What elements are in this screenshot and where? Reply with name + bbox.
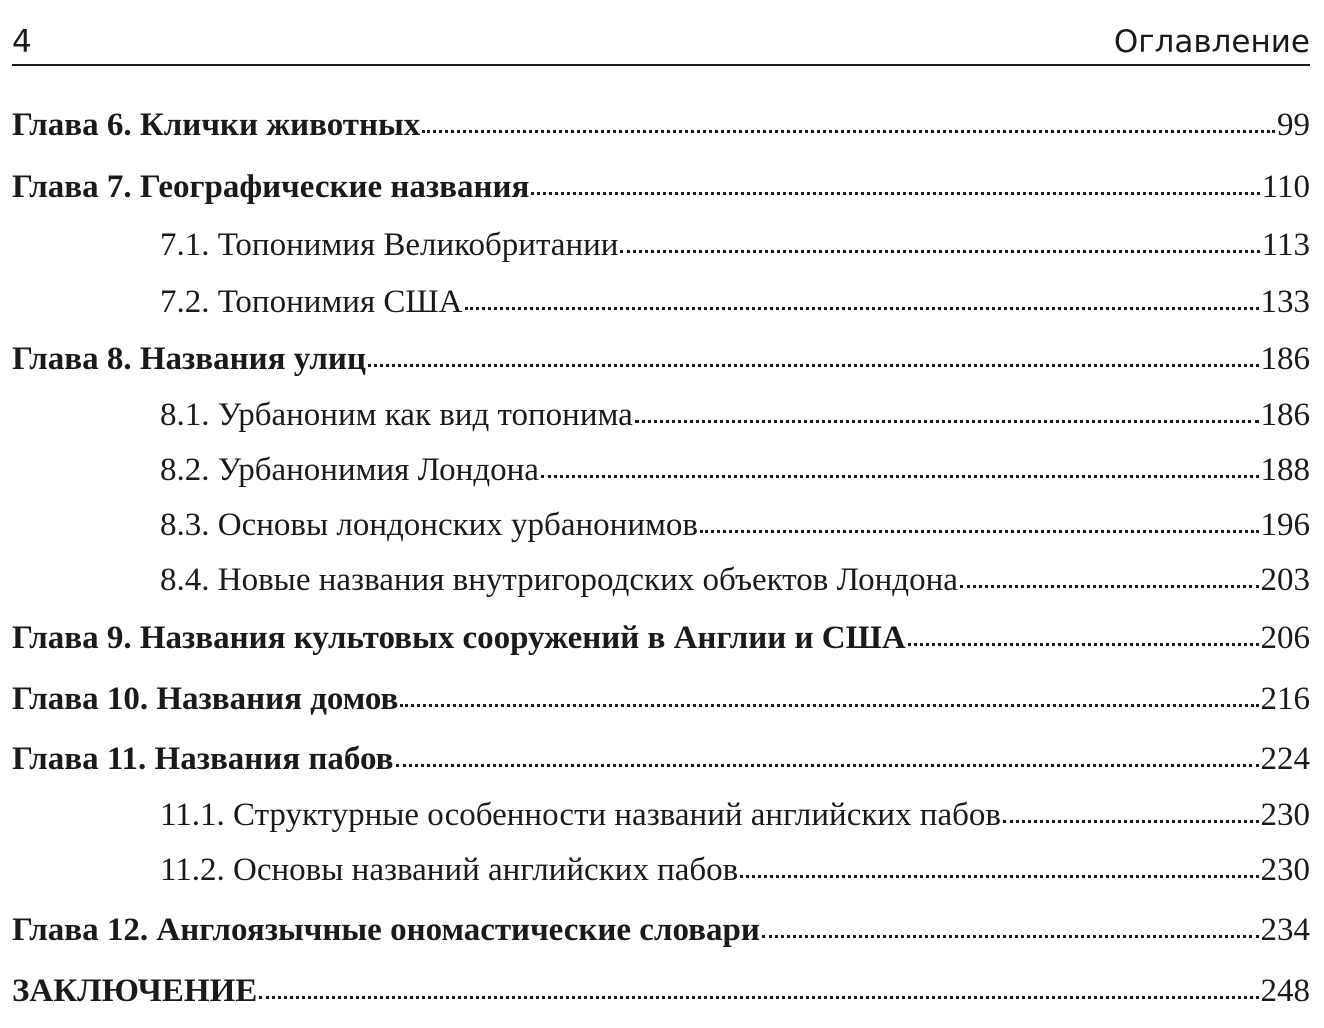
dot-leader xyxy=(368,364,1259,367)
toc-entry-chapter-6[interactable] xyxy=(12,107,1310,151)
toc-entry-chapter-11[interactable] xyxy=(12,741,1310,785)
toc-entry-page: 186 xyxy=(1260,397,1310,433)
dot-leader xyxy=(700,530,1259,533)
toc-entry-page: 203 xyxy=(1260,562,1310,598)
toc-entry-title: 11.2. Основы названий английских пабов xyxy=(160,852,739,888)
running-head xyxy=(12,8,1310,66)
dot-leader xyxy=(465,307,1259,310)
toc-entry-page: 113 xyxy=(1261,227,1310,263)
toc-entry-title: Глава 8. Названия улиц xyxy=(12,341,366,377)
toc-entry-page: 186 xyxy=(1260,341,1310,377)
toc-entry-chapter-12[interactable] xyxy=(12,912,1310,956)
toc-entry-title: 7.2. Топонимия США xyxy=(160,284,463,320)
dot-leader xyxy=(620,250,1259,253)
toc-entry-title: ЗАКЛЮЧЕНИЕ xyxy=(12,973,258,1009)
toc-entry-page: 196 xyxy=(1260,507,1310,543)
toc-entry-title: 8.2. Урбанонимия Лондона xyxy=(160,452,539,488)
dot-leader xyxy=(635,420,1259,423)
toc-entry-title: 11.1. Структурные особенности названий английских пабов xyxy=(160,797,1001,833)
toc-entry-section-11-2[interactable] xyxy=(12,852,1310,896)
dot-leader xyxy=(531,192,1259,195)
toc-entry-page: 188 xyxy=(1260,452,1310,488)
toc-entry-page: 230 xyxy=(1260,852,1310,888)
toc-entry-title: 7.1. Топонимия Великобритании xyxy=(160,227,619,263)
toc-entry-section-7-1[interactable] xyxy=(12,227,1310,271)
toc-entry-section-7-2[interactable] xyxy=(12,284,1310,328)
page-number: 4 xyxy=(12,24,32,60)
toc-entry-chapter-10[interactable] xyxy=(12,681,1310,725)
dot-leader xyxy=(762,935,1259,938)
toc-entry-page: 224 xyxy=(1260,741,1310,777)
dot-leader xyxy=(422,130,1275,133)
toc-entry-conclusion[interactable] xyxy=(12,973,1310,1017)
toc-entry-chapter-8[interactable] xyxy=(12,341,1310,385)
toc-entry-chapter-9[interactable] xyxy=(12,620,1310,664)
toc-entry-page: 248 xyxy=(1260,973,1310,1009)
toc-entry-title: Глава 11. Названия пабов xyxy=(12,741,394,777)
toc-entry-page: 234 xyxy=(1260,912,1310,948)
toc-entry-section-8-2[interactable] xyxy=(12,452,1310,496)
dot-leader xyxy=(908,643,1259,646)
toc-entry-section-11-1[interactable] xyxy=(12,797,1310,841)
dot-leader xyxy=(960,585,1259,588)
dot-leader xyxy=(740,875,1258,878)
dot-leader xyxy=(396,764,1259,767)
toc-entry-page: 110 xyxy=(1261,169,1310,205)
toc-entry-title: 8.1. Урбаноним как вид топонима xyxy=(160,397,633,433)
toc-entry-page: 133 xyxy=(1260,284,1310,320)
section-title: Оглавление xyxy=(1113,24,1310,60)
toc-entry-chapter-7[interactable] xyxy=(12,169,1310,213)
toc-entry-page: 216 xyxy=(1260,681,1310,717)
toc-entry-title: Глава 9. Названия культовых сооружений в Англии и США xyxy=(12,620,906,656)
toc-entry-title: Глава 7. Географические названия xyxy=(12,169,530,205)
dot-leader xyxy=(259,996,1258,999)
toc-entry-title: Глава 12. Англоязычные ономастические словари xyxy=(12,912,760,948)
toc-entry-title: Глава 6. Клички животных xyxy=(12,107,421,143)
dot-leader xyxy=(541,475,1259,478)
toc-entry-page: 206 xyxy=(1260,620,1310,656)
toc-entry-section-8-3[interactable] xyxy=(12,507,1310,551)
header-rule xyxy=(12,64,1310,66)
toc-entry-section-8-4[interactable] xyxy=(12,562,1310,606)
toc-entry-title: 8.4. Новые названия внутригородских объектов Лондона xyxy=(160,562,958,598)
toc-entry-section-8-1[interactable] xyxy=(12,397,1310,441)
toc-entry-title: 8.3. Основы лондонских урбанонимов xyxy=(160,507,698,543)
toc-entry-title: Глава 10. Названия домов xyxy=(12,681,399,717)
toc-entry-page: 99 xyxy=(1277,107,1310,143)
toc-entry-page: 230 xyxy=(1260,797,1310,833)
dot-leader xyxy=(400,704,1258,707)
dot-leader xyxy=(1003,820,1259,823)
